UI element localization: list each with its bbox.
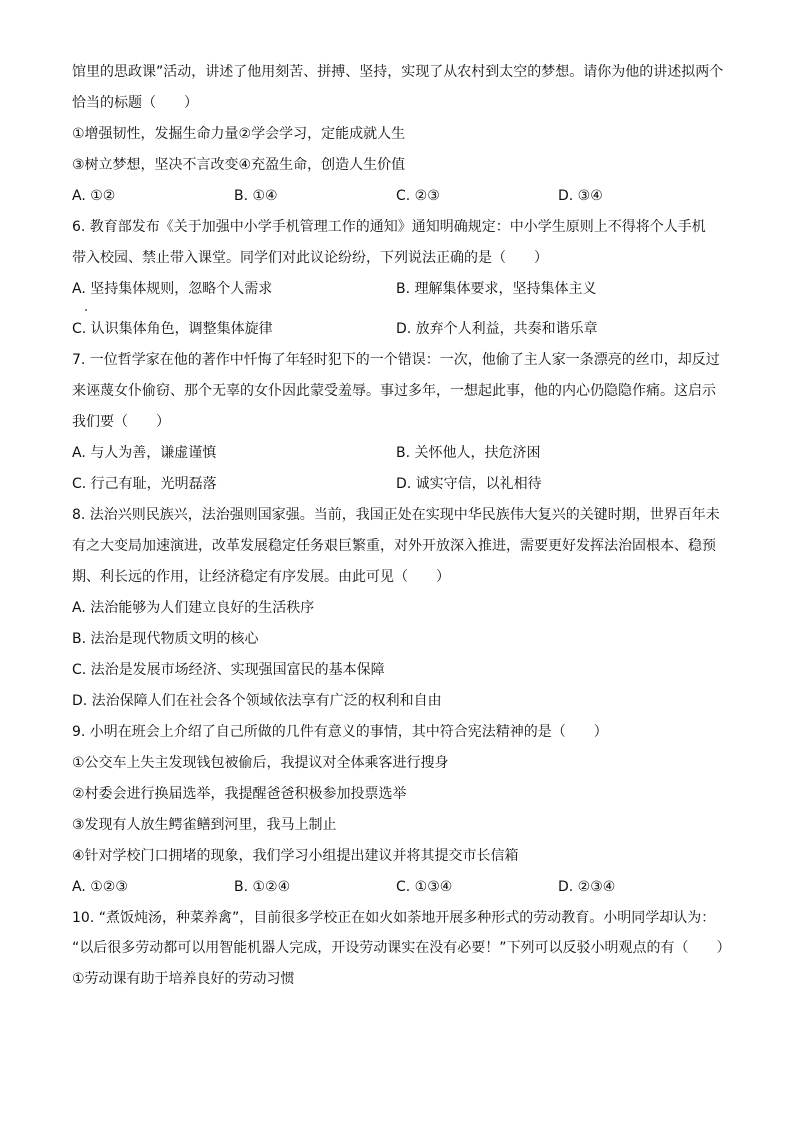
q5-item-line1: ①增强韧性，发掘生命力量②学会学习，定能成就人生: [72, 126, 406, 142]
stray-dot-mark: [85, 309, 87, 311]
q7-stem-line3: 我们要（ ）: [72, 414, 170, 430]
q6-option-c[interactable]: C. 认识集体角色，调整集体旋律: [72, 321, 273, 337]
q9-item1: ①公交车上失主发现钱包被偷后，我提议对全体乘客进行搜身: [72, 755, 449, 771]
q7-stem-line1: 7. 一位哲学家在他的著作中忏悔了年轻时犯下的一个错误：一次，他偷了主人家一条漂亮的丝巾，却反过: [72, 352, 720, 368]
q5-stem-line1: 馆里的思政课”活动，讲述了他用刻苦、拼搏、坚持，实现了从农村到太空的梦想。请你为他的讲述拟两个: [72, 64, 724, 80]
q6-options-row1: [72, 279, 732, 299]
q6-stem-line2: 带入校园、禁止带入课堂。同学们对此议论纷纷，下列说法正确的是（ ）: [72, 250, 548, 266]
q6-option-a[interactable]: A. 坚持集体规则，忽略个人需求: [72, 281, 273, 297]
q10-item1: ①劳动课有助于培养良好的劳动习惯: [72, 971, 295, 987]
q8-option-d[interactable]: D. 法治保障人们在社会各个领域依法享有广泛的权利和自由: [72, 693, 442, 709]
q5-options: [72, 186, 732, 206]
q5-option-d[interactable]: D. ③④: [558, 188, 603, 204]
q9-option-b[interactable]: B. ①②④: [234, 879, 291, 895]
q5-item-line2: ③树立梦想，坚决不言改变④充盈生命，创造人生价值: [72, 157, 406, 173]
q9-stem-line1: 9. 小明在班会上介绍了自己所做的几件有意义的事情，其中符合宪法精神的是（ ）: [72, 724, 608, 740]
q7-option-d[interactable]: D. 诚实守信，以礼相待: [396, 476, 542, 492]
q7-options-row1: [72, 443, 732, 463]
q5-option-c[interactable]: C. ②③: [396, 188, 440, 204]
q8-option-b[interactable]: B. 法治是现代物质文明的核心: [72, 631, 259, 647]
q8-stem-line1: 8. 法治兴则民族兴，法治强则国家强。当前，我国正处在实现中华民族伟大复兴的关键时期，世界百年未: [72, 507, 720, 523]
exam-page: [72, 62, 732, 989]
q7-options-row2: [72, 474, 732, 494]
q8-option-a[interactable]: A. 法治能够为人们建立良好的生活秩序: [72, 600, 315, 616]
q6-options-row2: [72, 319, 732, 339]
q9-option-c[interactable]: C. ①③④: [396, 879, 453, 895]
q7-stem-line2: 来诬蔑女仆偷窃、那个无辜的女仆因此蒙受羞辱。事过多年，一想起此事，他的内心仍隐隐作痛。这启示: [72, 383, 716, 399]
q7-option-a[interactable]: A. 与人为善，谦虚谨慎: [72, 445, 217, 461]
q5-stem-line2: 恰当的标题（ ）: [72, 95, 198, 111]
q10-stem-line2: “以后很多劳动都可以用智能机器人完成，开设劳动课实在没有必要！”下列可以反驳小明观点的有（ ）: [72, 940, 731, 956]
q9-item4: ④针对学校门口拥堵的现象，我们学习小组提出建议并将其提交市长信箱: [72, 848, 519, 864]
q8-option-c[interactable]: C. 法治是发展市场经济、实现强国富民的基本保障: [72, 662, 385, 678]
q6-stem-line1: 6. 教育部发布《关于加强中小学手机管理工作的通知》通知明确规定：中小学生原则上不得将个人手机: [72, 219, 706, 235]
q9-item3: ③发现有人放生鳄雀鳝到河里，我马上制止: [72, 817, 337, 833]
q6-option-d[interactable]: D. 放弃个人利益，共奏和谐乐章: [396, 321, 598, 337]
q6-option-b[interactable]: B. 理解集体要求，坚持集体主义: [396, 281, 597, 297]
q10-stem-line1: 10. “煮饭炖汤，种菜养禽”，目前很多学校正在如火如荼地开展多种形式的劳动教育。小明同学却认为：: [72, 910, 716, 926]
q7-option-c[interactable]: C. 行己有耻，光明磊落: [72, 476, 217, 492]
q9-option-d[interactable]: D. ②③④: [558, 879, 616, 895]
q9-option-a[interactable]: A. ①②③: [72, 879, 128, 895]
q5-option-a[interactable]: A. ①②: [72, 188, 116, 204]
q9-item2: ②村委会进行换届选举，我提醒爸爸积极参加投票选举: [72, 786, 407, 802]
q7-option-b[interactable]: B. 关怀他人，扶危济困: [396, 445, 541, 461]
q9-options: [72, 877, 732, 897]
q8-stem-line2: 有之大变局加速演进，改革发展稳定任务艰巨繁重，对外开放深入推进，需要更好发挥法治固根本、稳预: [72, 538, 716, 554]
q8-stem-line3: 期、利长远的作用，让经济稳定有序发展。由此可见（ ）: [72, 569, 450, 585]
q5-option-b[interactable]: B. ①④: [234, 188, 278, 204]
